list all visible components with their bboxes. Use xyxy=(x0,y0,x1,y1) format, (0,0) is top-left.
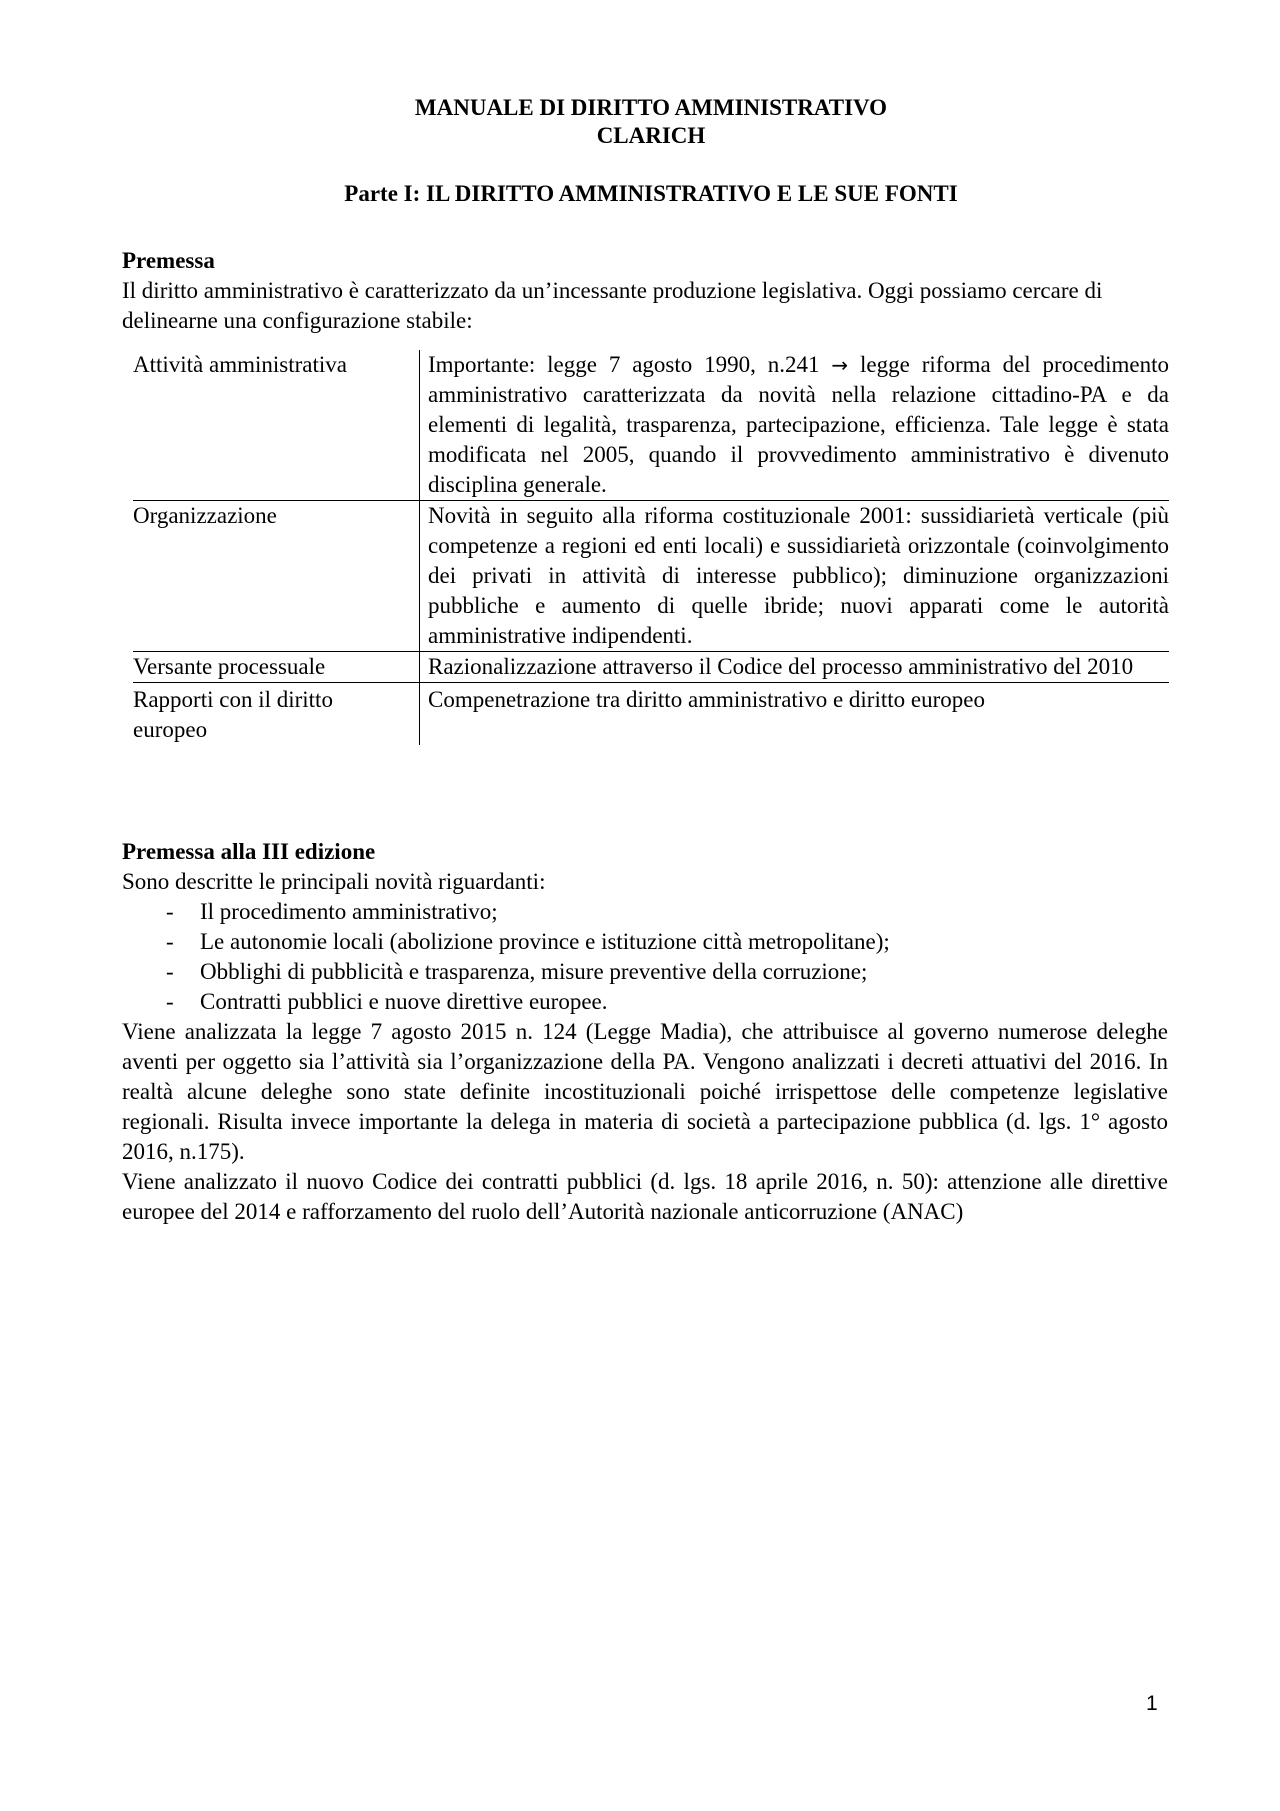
row-text: Novità in seguito alla riforma costituzionale 2001: sussidiarietà verticale (più competenze a regioni ed enti locali) e sussidiarietà orizzontale (coinvolgimento dei privati in attività di interesse pubblico); diminuzione organizzazioni pubbliche e aumento di quelle ibride; nuovi apparati come le autorità amministrative indipendenti. xyxy=(420,501,1170,652)
document-author: CLARICH xyxy=(596,123,706,148)
table-row xyxy=(133,350,1169,501)
list-item: - Contratti pubblici e nuove direttive europee. xyxy=(166,987,1168,1017)
table-row xyxy=(133,501,1169,652)
row-text xyxy=(420,350,1170,501)
document-title: MANUALE DI DIRITTO AMMINISTRATIVO xyxy=(414,95,888,120)
list-item: - Le autonomie locali (abolizione province e istituzione città metropolitane); xyxy=(166,927,1168,957)
list-item: - Il procedimento amministrativo; xyxy=(166,897,1168,927)
dash-marker: - xyxy=(166,899,174,924)
premessa-heading: Premessa xyxy=(122,248,215,273)
premessa-iii-intro: Sono descritte le principali novità riguardanti: xyxy=(122,869,546,894)
page-number: 1 xyxy=(1146,1692,1158,1715)
table-row xyxy=(133,652,1169,683)
novita-list xyxy=(122,897,1168,1017)
fonti-table xyxy=(133,350,1169,745)
row-text-before-arrow: Importante: legge 7 agosto 1990, n.241 xyxy=(428,352,820,377)
dash-marker: - xyxy=(166,959,174,984)
row-label: Rapporti con il diritto europeo xyxy=(133,683,420,746)
document-page xyxy=(122,94,1168,1227)
part-title: Parte I: IL DIRITTO AMMINISTRATIVO E LE SUE FONTI xyxy=(344,181,958,206)
row-label: Attività amministrativa xyxy=(133,350,420,501)
premessa-iii-heading: Premessa alla III edizione xyxy=(122,839,376,864)
list-item: - Obblighi di pubblicità e trasparenza, misure preventive della corruzione; xyxy=(166,957,1168,987)
table-row xyxy=(133,683,1169,746)
row-text: Compenetrazione tra diritto amministrativo e diritto europeo xyxy=(428,687,985,712)
row-text: Razionalizzazione attraverso il Codice del processo amministrativo del 2010 xyxy=(420,652,1170,683)
arrow-icon: → xyxy=(831,353,849,377)
row-label: Organizzazione xyxy=(133,501,420,652)
row-label: Versante processuale xyxy=(133,652,420,683)
premessa-iii-paragraph-2: Viene analizzato il nuovo Codice dei contratti pubblici (d. lgs. 18 aprile 2016, n. 50): attenzione alle direttive europee del 2014 e rafforzamento del ruolo dell’Autorità nazionale anticorruzione (ANAC) xyxy=(122,1169,1168,1224)
dash-marker: - xyxy=(166,929,174,954)
premessa-iii-paragraph-1: Viene analizzata la legge 7 agosto 2015 n. 124 (Legge Madia), che attribuisce al governo numerose deleghe aventi per oggetto sia l’attività sia l’organizzazione della PA. Vengono analizzati i decreti attuativi del 2016. In realtà alcune deleghe sono state definite incostituzionali poiché irrispettose delle competenze legislative regionali. Risulta invece importante la delega in materia di società a partecipazione pubblica (d. lgs. 1° agosto 2016, n.175). xyxy=(122,1019,1168,1164)
premessa-text: Il diritto amministrativo è caratterizzato da un’incessante produzione legislativa. Oggi possiamo cercare di delinearne una configurazione stabile: xyxy=(122,278,1103,333)
dash-marker: - xyxy=(166,989,174,1014)
row-text-after-arrow: legge riforma del procedimento amministrativo caratterizzata da novità nella relazione cittadino-PA e da elementi di legalità, trasparenza, partecipazione, efficienza. Tale legge è stata modificata nel 2005, quando il provvedimento amministrativo è divenuto disciplina generale. xyxy=(428,352,1169,497)
